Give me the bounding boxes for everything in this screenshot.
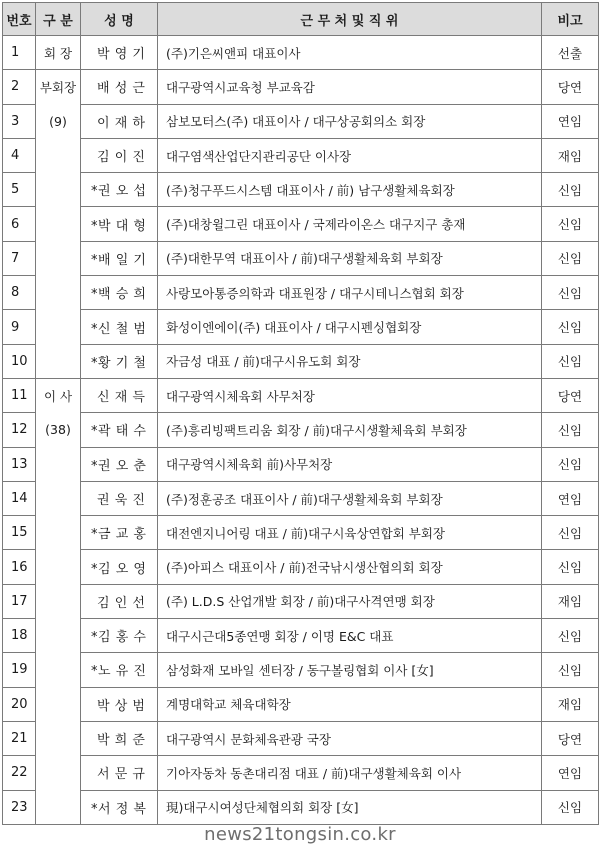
row-number: 10: [3, 344, 36, 378]
row-work: (주)청구푸드시스템 대표이사 / 前) 남구생활체육회장: [158, 173, 542, 207]
row-category: [36, 310, 81, 344]
table-row: [3, 721, 599, 755]
row-note: 재임: [542, 584, 599, 618]
row-name: [81, 619, 158, 653]
name-text: *황 기 철: [91, 355, 147, 371]
name-text: *곽 태 수: [91, 424, 147, 440]
row-category: [36, 447, 81, 481]
name-text: 김 이 진: [97, 150, 146, 166]
row-work: 삼성화재 모바일 센터장 / 동구볼링협회 이사 [女]: [158, 653, 542, 687]
row-note: 신임: [542, 790, 599, 824]
table-header-row: [3, 3, 599, 36]
row-work: (주)기은씨앤피 대표이사: [158, 36, 542, 70]
row-note: 당연: [542, 70, 599, 104]
row-work: 대구광역시 문화체육관광 국장: [158, 721, 542, 755]
table-row: [3, 447, 599, 481]
row-note: 신임: [542, 344, 599, 378]
name-text: *배 일 기: [91, 252, 147, 268]
row-work: 화성이엔에이(주) 대표이사 / 대구시펜싱협회장: [158, 310, 542, 344]
row-name: [81, 36, 158, 70]
row-name: [81, 276, 158, 310]
row-work: 대구광역시체육회 前)사무처장: [158, 447, 542, 481]
row-category: [36, 481, 81, 515]
row-note: 재임: [542, 687, 599, 721]
row-note: 신임: [542, 516, 599, 550]
row-name: [81, 447, 158, 481]
row-number: 1: [3, 36, 36, 70]
row-category: [36, 344, 81, 378]
row-name: [81, 70, 158, 104]
row-work: 기아자동차 동촌대리점 대표 / 前)대구생활체육회 이사: [158, 756, 542, 790]
row-note: 선출: [542, 36, 599, 70]
row-work: 대구염색산업단지관리공단 이사장: [158, 138, 542, 172]
row-category: [36, 619, 81, 653]
row-note: 신임: [542, 447, 599, 481]
row-work: 자금성 대표 / 前)대구시유도회 회장: [158, 344, 542, 378]
header-name: 성 명: [81, 3, 158, 36]
row-work: (주)정훈공조 대표이사 / 前)대구생활체육회 부회장: [158, 481, 542, 515]
name-text: *권 오 춘: [91, 458, 147, 474]
row-category: [36, 721, 81, 755]
row-work: (주)아피스 대표이사 / 前)전국낚시생산협의회 회장: [158, 550, 542, 584]
name-text: 권 욱 진: [97, 493, 146, 508]
row-note: 연임: [542, 481, 599, 515]
row-category: [36, 241, 81, 275]
row-name: [81, 207, 158, 241]
row-category: [36, 207, 81, 241]
table-row: [3, 481, 599, 515]
row-number: 21: [3, 721, 36, 755]
header-no: 번호: [3, 3, 36, 36]
row-work: 대구시근대5종연맹 회장 / 이명 E&C 대표: [158, 619, 542, 653]
row-category: 부회장: [36, 70, 81, 104]
row-category: [36, 790, 81, 824]
row-name: [81, 413, 158, 447]
table-row: [3, 550, 599, 584]
row-note: 신임: [542, 619, 599, 653]
row-number: 20: [3, 687, 36, 721]
name-text: *박 대 형: [91, 218, 147, 234]
row-category: 회 장: [36, 36, 81, 70]
table-row: [3, 756, 599, 790]
row-name: [81, 687, 158, 721]
row-note: 신임: [542, 173, 599, 207]
table-row: [3, 344, 599, 378]
row-number: 3: [3, 104, 36, 138]
row-name: [81, 584, 158, 618]
name-text: 서 문 규: [97, 767, 146, 783]
watermark: news21tongsin.co.kr: [204, 824, 396, 845]
table-row: [3, 516, 599, 550]
row-number: 6: [3, 207, 36, 241]
name-text: *김 오 영: [91, 561, 147, 577]
name-text: *백 승 희: [91, 287, 147, 303]
row-name: [81, 241, 158, 275]
row-category: [36, 584, 81, 618]
table-row: [3, 378, 599, 412]
row-number: 8: [3, 276, 36, 310]
row-work: 사랑모아통증의학과 대표원장 / 대구시테니스협회 회장: [158, 276, 542, 310]
name-text: 박 상 범: [97, 698, 146, 714]
row-name: [81, 721, 158, 755]
name-text: 김 인 선: [97, 595, 146, 611]
header-note: 비고: [542, 3, 599, 36]
row-category: 이 사: [36, 378, 81, 412]
table-row: [3, 619, 599, 653]
row-name: [81, 756, 158, 790]
row-number: 13: [3, 447, 36, 481]
row-number: 17: [3, 584, 36, 618]
table-row: [3, 173, 599, 207]
row-note: 신임: [542, 276, 599, 310]
row-note: 신임: [542, 310, 599, 344]
row-work: 대구광역시체육회 사무처장: [158, 378, 542, 412]
row-number: 22: [3, 756, 36, 790]
row-work: 삼보모터스(주) 대표이사 / 대구상공회의소 회장: [158, 104, 542, 138]
row-name: [81, 104, 158, 138]
row-note: 신임: [542, 413, 599, 447]
row-number: 7: [3, 241, 36, 275]
row-note: 연임: [542, 756, 599, 790]
name-text: 박 희 준: [97, 733, 146, 749]
table-row: [3, 790, 599, 824]
header-work: 근 무 처 및 직 위: [158, 3, 542, 36]
row-name: [81, 138, 158, 172]
name-text: *권 오 섭: [91, 184, 147, 200]
row-category: (9): [36, 104, 81, 138]
row-work: (주) L.D.S 산업개발 회장 / 前)대구사격연맹 회장: [158, 584, 542, 618]
row-name: [81, 653, 158, 687]
row-category: [36, 138, 81, 172]
header-category: 구 분: [36, 3, 81, 36]
row-work: 대구광역시교육청 부교육감: [158, 70, 542, 104]
name-text: *신 철 범: [91, 321, 147, 337]
name-text: 이 재 하: [97, 115, 146, 131]
row-work: (주)대창윌그린 대표이사 / 국제라이온스 대구지구 총재: [158, 207, 542, 241]
table-row: [3, 310, 599, 344]
name-text: 신 재 득: [97, 390, 146, 406]
table-row: [3, 413, 599, 447]
table-row: [3, 653, 599, 687]
row-number: 23: [3, 790, 36, 824]
row-number: 18: [3, 619, 36, 653]
table-row: [3, 138, 599, 172]
row-name: [81, 378, 158, 412]
row-note: 신임: [542, 207, 599, 241]
row-number: 9: [3, 310, 36, 344]
row-name: [81, 550, 158, 584]
row-note: 신임: [542, 550, 599, 584]
row-category: [36, 687, 81, 721]
row-note: 당연: [542, 721, 599, 755]
row-name: [81, 790, 158, 824]
row-category: (38): [36, 413, 81, 447]
row-work: (주)대한무역 대표이사 / 前)대구생활체육회 부회장: [158, 241, 542, 275]
row-name: [81, 173, 158, 207]
row-note: 당연: [542, 378, 599, 412]
row-number: 11: [3, 378, 36, 412]
row-note: 신임: [542, 241, 599, 275]
row-work: (주)흥리빙팩트리움 회장 / 前)대구시생활체육회 부회장: [158, 413, 542, 447]
name-text: *서 정 복: [91, 801, 147, 817]
row-work: 대전엔지니어링 대표 / 前)대구시육상연합회 부회장: [158, 516, 542, 550]
row-category: [36, 653, 81, 687]
table-row: [3, 104, 599, 138]
row-work: 現)대구시여성단체협의회 회장 [女]: [158, 790, 542, 824]
row-number: 16: [3, 550, 36, 584]
row-work: 계명대학교 체육대학장: [158, 687, 542, 721]
row-name: [81, 481, 158, 515]
row-name: [81, 310, 158, 344]
row-category: [36, 173, 81, 207]
row-number: 12: [3, 413, 36, 447]
row-number: 15: [3, 516, 36, 550]
table-row: [3, 36, 599, 70]
name-text: 배 성 근: [97, 81, 146, 97]
table-row: [3, 70, 599, 104]
row-note: 신임: [542, 653, 599, 687]
table-row: [3, 276, 599, 310]
name-text: *노 유 진: [91, 664, 147, 680]
name-text: *김 홍 수: [91, 630, 147, 646]
officers-table: [2, 2, 599, 825]
table-row: [3, 584, 599, 618]
row-number: 4: [3, 138, 36, 172]
row-category: [36, 276, 81, 310]
row-number: 5: [3, 173, 36, 207]
table-row: [3, 241, 599, 275]
row-category: [36, 550, 81, 584]
row-number: 14: [3, 481, 36, 515]
row-number: 19: [3, 653, 36, 687]
name-text: *금 교 홍: [91, 527, 147, 543]
row-category: [36, 516, 81, 550]
name-text: 박 영 기: [97, 47, 146, 63]
row-number: 2: [3, 70, 36, 104]
row-note: 재임: [542, 138, 599, 172]
row-name: [81, 344, 158, 378]
table-row: [3, 687, 599, 721]
row-note: 연임: [542, 104, 599, 138]
row-name: [81, 516, 158, 550]
row-category: [36, 756, 81, 790]
table-row: [3, 207, 599, 241]
